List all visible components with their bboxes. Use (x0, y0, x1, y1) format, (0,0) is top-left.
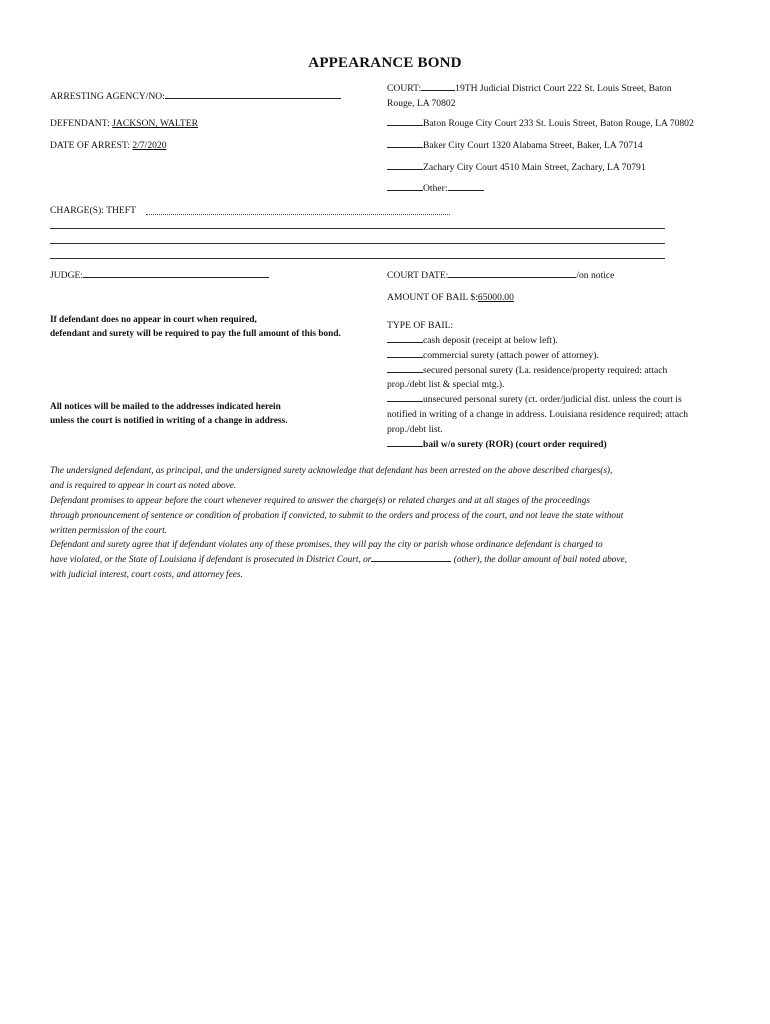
court-option-3-check[interactable] (387, 146, 423, 148)
court-option-5-check[interactable] (387, 189, 423, 191)
document-title: APPEARANCE BOND (308, 55, 462, 71)
amount-of-bail-row (387, 291, 514, 306)
charges-row (50, 204, 136, 219)
date-of-arrest-row (50, 139, 167, 154)
bail-type-ror-check[interactable] (387, 445, 423, 447)
court-other-field[interactable] (448, 189, 484, 191)
court-option-2 (387, 117, 694, 132)
charges-line-2[interactable] (50, 243, 665, 244)
court-option-3-text: Baker City Court 1320 Alabama Street, Baker, LA 70714 (423, 140, 643, 151)
pay-notice-line-2: defendant and surety will be required to pay the full amount of this bond. (50, 329, 341, 340)
terms-line-7 (50, 553, 710, 568)
bail-type-cash-text: cash deposit (receipt at below left). (423, 334, 558, 346)
bail-type-unsecured (387, 393, 727, 408)
bail-type-secured-text: secured personal surety (La. residence/property required: attach (423, 364, 668, 376)
mail-notice (50, 400, 287, 429)
mail-notice-line-2: unless the court is notified in writing of a change in address. (50, 416, 288, 427)
terms-line-7-end: (other), the dollar amount of bail noted above, (453, 555, 627, 566)
terms-line-1: The undersigned defendant, as principal, and the undersigned surety acknowledge that defendant has been arrested on the above described charges(s), (50, 466, 613, 476)
type-of-bail-label: TYPE OF BAIL: (387, 320, 454, 331)
terms-other-field[interactable] (371, 560, 451, 562)
amount-of-bail-value[interactable]: 65000.00 (477, 292, 514, 303)
court-option-4 (387, 161, 646, 176)
court-option-2-text: Baton Rouge City Court 233 St. Louis Street, Baton Rouge, LA 70802 (423, 118, 694, 129)
bail-type-ror-text: bail w/o surety (ROR) (court order required) (423, 438, 607, 450)
court-date-row (387, 269, 614, 284)
terms-paragraph (50, 464, 710, 583)
court-option-5-text: Other: (423, 183, 448, 194)
bail-type-commercial-text: commercial surety (attach power of attorney). (423, 349, 599, 361)
bail-type-ror (387, 438, 727, 453)
type-of-bail-section (387, 319, 727, 453)
court-option-5 (387, 182, 484, 197)
judge-field[interactable] (83, 276, 269, 278)
date-of-arrest-label: DATE OF ARREST: (50, 140, 131, 151)
arresting-agency-row (50, 90, 341, 105)
court-option-1-check[interactable] (421, 89, 455, 91)
bail-type-cash-check[interactable] (387, 341, 423, 343)
court-option-2-check[interactable] (387, 124, 423, 126)
defendant-label: DEFENDANT: (50, 118, 110, 129)
terms-line-4: through pronouncement of sentence or condition of probation if convicted, to submit to the orders and process of the court, and not leave the state without (50, 510, 624, 521)
charges-line-3[interactable] (50, 258, 665, 259)
on-notice-text: /on notice (576, 270, 615, 281)
bail-type-unsecured-check[interactable] (387, 400, 423, 402)
charges-label: CHARGE(S): (50, 205, 104, 216)
bail-type-commercial (387, 349, 727, 364)
bail-type-commercial-check[interactable] (387, 356, 423, 358)
terms-line-6: Defendant and surety agree that if defendant violates any of these promises, they will pay the city or parish whose ordinance defendant is charged to (50, 540, 603, 551)
charges-line-1[interactable] (50, 228, 665, 229)
terms-line-8: with judicial interest, court costs, and attorney fees. (50, 570, 243, 581)
court-option-4-check[interactable] (387, 168, 423, 170)
mail-notice-line-1: All notices will be mailed to the addresses indicated herein (50, 402, 281, 412)
bail-type-secured-check[interactable] (387, 371, 423, 373)
judge-row (50, 269, 269, 284)
bail-type-unsecured-cont-1: notified in writing of a change in address. Louisiana residence required; attach (387, 409, 689, 421)
bail-type-unsecured-cont-2: prop./debt list. (387, 424, 443, 436)
bail-type-secured-cont: prop./debt list & special mtg.). (387, 379, 505, 391)
court-label: COURT: (387, 83, 422, 94)
court-option-3 (387, 139, 643, 154)
charges-value[interactable]: THEFT (106, 205, 136, 216)
amount-of-bail-label: AMOUNT OF BAIL $: (387, 292, 478, 303)
bail-type-cash (387, 334, 727, 349)
arresting-agency-label: ARRESTING AGENCY/NO: (50, 91, 165, 102)
terms-line-2: and is required to appear in court as noted above. (50, 480, 237, 491)
judge-label: JUDGE: (50, 270, 84, 281)
terms-line-3: Defendant promises to appear before the court whenever required to answer the charge(s) or related charges and at all stages of the proceedings (50, 495, 590, 506)
charges-underline (146, 214, 450, 215)
defendant-row (50, 117, 198, 132)
date-of-arrest-value[interactable]: 2/7/2020 (132, 140, 167, 151)
court-option-4-text: Zachary City Court 4510 Main Street, Zachary, LA 70791 (423, 162, 646, 173)
court-date-label: COURT DATE: (387, 270, 449, 281)
pay-notice-line-1: If defendant does no appear in court when required, (50, 315, 257, 325)
court-date-field[interactable] (448, 276, 576, 278)
terms-line-7-start: have violated, or the State of Louisiana if defendant is prosecuted in District Court, or (50, 555, 372, 566)
terms-line-5: written permission of the court. (50, 525, 167, 536)
bail-type-unsecured-text: unsecured personal surety (ct. order/judicial dist. unless the court is (423, 394, 682, 406)
pay-notice (50, 313, 341, 342)
court-option-1-text: 19TH Judicial District Court 222 St. Louis Street, Baton (455, 83, 672, 94)
arresting-agency-field[interactable] (165, 97, 341, 99)
defendant-value[interactable]: JACKSON, WALTER (112, 118, 198, 129)
court-option-1 (387, 82, 727, 112)
court-option-1-text-cont: Rouge, LA 70802 (387, 97, 456, 109)
bail-type-secured (387, 364, 727, 379)
